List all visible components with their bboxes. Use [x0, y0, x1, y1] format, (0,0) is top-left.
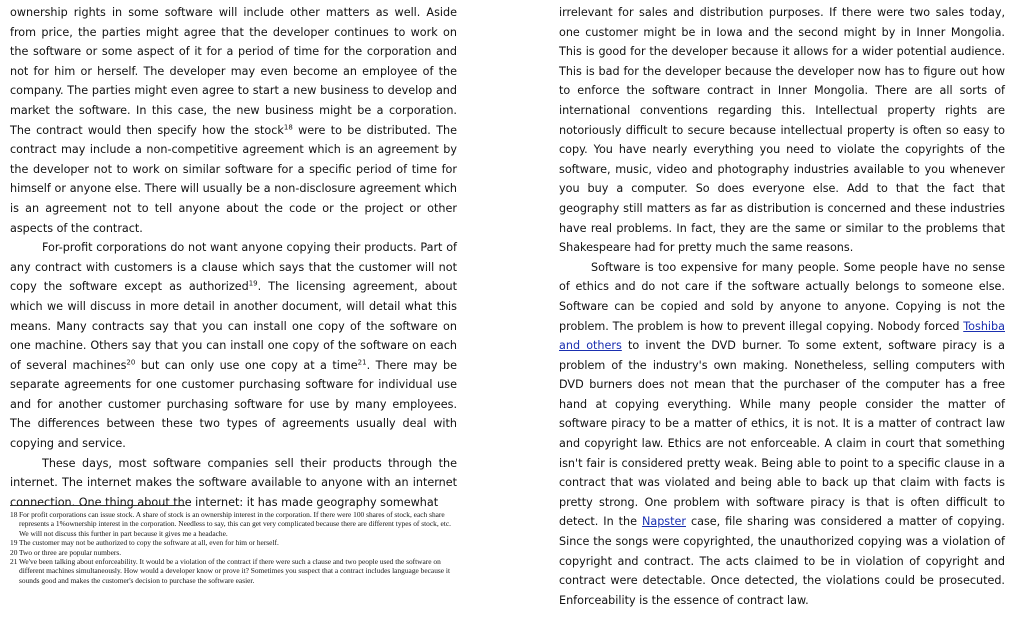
- toshiba-link[interactable]: Toshiba and others: [559, 319, 1005, 353]
- footnote-number: 18: [10, 510, 18, 519]
- paragraph: For-profit corporations do not want anyone copying their products. Part of any contract with customers is a clause which says that the customer will not copy the software except as authorized$^{19}$. The licensing agreement, about which we will discuss in more detail in another document, will detail what this means. Many contracts say that you can install one copy of the software on one machine. Others say that you can install one copy of the software on each of several machines$^{20}$ but can only use one copy at a time$^{21}$. There may be separate agreements for one customer purchasing software for individual use and for another customer purchasing software for use by many employees. The differences between these two types of agreements usually deal with copying and service.: [10, 241, 457, 451]
- footnote-divider: [10, 505, 185, 506]
- right-column: [559, 3, 1005, 610]
- napster-link[interactable]: Napster: [641, 515, 686, 529]
- footnote-ref[interactable]: 18: [283, 122, 293, 131]
- footnote-ref[interactable]: 21: [357, 357, 367, 366]
- footnote-number: 20: [10, 547, 18, 557]
- footnote-number: 21: [10, 557, 18, 567]
- paragraph: These days, most software companies sell their products through the internet. The internet makes the software available to anyone with an internet connection. One thing about the internet: it has made geography somewhat: [10, 456, 457, 509]
- footnotes: [10, 510, 457, 585]
- footnote: 19 The customer may not be authorized to copy the software at all, even for him or herself.: [10, 538, 279, 548]
- paragraph: Software is too expensive for many people. Some people have no sense of ethics and do not care if the software actually belongs to someone else. Software can be copied and sold by anyone to anyone. Copying is not the problem. The problem is how to prevent illegal copying. Nobody forced Toshiba and others to invent the DVD burner. To some extent, software piracy is a problem of the industry's own making. Nonetheless, selling computers with DVD burners does not mean that the purchaser of the computer has a free hand at copying everything. While many people consider the matter of software piracy to be a matter of ethics, it is not. It is a matter of contract law and copyright law. Ethics are not enforceable. A claim in court that something isn't fair is considered pretty weak. Being able to point to a specific clause in a contract that was violated and being able to back up that claim with facts is pretty strong. One problem with software piracy is that is often difficult to detect. In the Napster case, file sharing was considered a matter of copying. Since the songs were copyrighted, the unauthorized copying was a violation of copyright and contract. The acts claimed to be in violation of copyright and contract were detectable. Once detected, the violations could be prosecuted. Enforceability is the essence of contract law.: [559, 260, 1005, 607]
- footnote-ref[interactable]: 20: [126, 357, 136, 366]
- paragraph: irrelevant for sales and distribution purposes. If there were two sales today, one customer might be in Iowa and the second might by in Inner Mongolia. This is good for the developer because it allows for a wider potential audience. This is bad for the developer because the developer now has to figure out how to enforce the software contract in Inner Mongolia. There are all sorts of international conventions regarding this. Intellectual property rights are notoriously difficult to secure because intellectual property is often so easy to copy. You have nearly everything you need to violate the copyrights of the software, music, video and photography industries available to you whenever you buy a computer. So does everyone else. Add to that the fact that geography still matters as far as distribution is concerned and these industries have real problems. In fact, they are the same or similar to the problems that Shakespeare had for pretty much the same reasons.: [559, 6, 1005, 255]
- paragraph: ownership rights in some software will include other matters as well. Aside from price, the parties might agree that the developer continues to work on the software or some aspect of it for a period of time for the corporation and not for him or herself. The developer may even become an employee of the company. The parties might even agree to start a new business to develop and market the software. In this case, the new business might be a corporation. The contract would then specify how the stock$^{18}$ were to be distributed. The contract may include a non-competitive agreement which is an agreement by the developer not to work on similar software for a specific period of time for himself or anyone else. There will usually be a non-disclosure agreement which is an agreement not to tell anyone about the code or the project or other aspects of the contract.: [10, 6, 457, 235]
- footnote: 18 For profit corporations can issue stock. A share of stock is an ownership interest in the corporation. If there were 100 shares of stock, each share represents a 1%ownership interest in the corporation. Needless to say, this can get very complicated because there are different types of stock, etc. We will not discuss this further in part because it gives me a headache.: [10, 510, 451, 538]
- left-column: [10, 3, 457, 512]
- footnote-ref[interactable]: 19: [248, 279, 258, 288]
- footnote: 21 We've been talking about enforceability. It would be a violation of the contract if there were such a clause and two people used the software on different machines simultaneously. How would a developer know or prove it? Sometimes you suspect that a contract includes language because it sounds good and makes the customer's decision to purchase the software easier.: [10, 557, 450, 585]
- footnote: 20 Two or three are popular numbers.: [10, 547, 122, 557]
- footnote-number: 19: [10, 538, 18, 548]
